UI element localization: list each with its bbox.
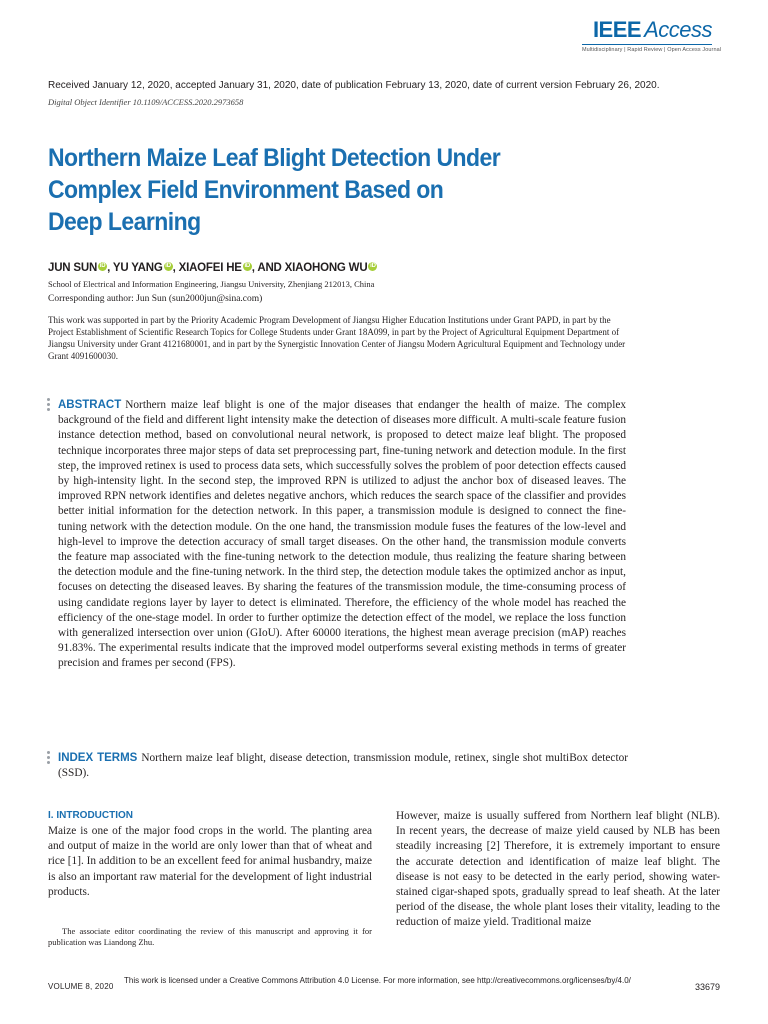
abstract-heading: ABSTRACT [58,399,122,411]
editor-footnote: The associate editor coordinating the review of this manuscript and approving it for publication was Liandong Zhu. [48,926,372,947]
title-line: Deep Learning [48,208,201,236]
section-heading: I. INTRODUCTION [48,810,133,821]
logo-tagline: Multidisciplinary | Rapid Review | Open Access Journal [582,47,722,53]
doi-line[interactable]: Digital Object Identifier 10.1109/ACCESS.2020.2973658 [48,97,244,107]
section-dots-icon [47,751,50,766]
orcid-icon[interactable]: iD [165,263,171,269]
section-dots-icon [47,398,50,413]
intro-left-column: Maize is one of the major food crops in the world. The planting area and output of maize in the world are only lower than that of wheat and rice [1]. In addition to be an excellent feed for animal husbandry, maize is also an important raw material for the development of light industrial products. [48,825,372,898]
title-line: Northern Maize Leaf Blight Detection Under [48,144,501,172]
author-name: , YU YANG [107,262,163,274]
corresponding-author: Corresponding author: Jun Sun (sun2000jun@sina.com) [48,294,263,304]
author-name: , AND XIAOHONG WU [251,262,368,274]
affiliation: School of Electrical and Information Engineering, Jiangsu University, Zhenjiang 212013, China [48,279,375,289]
paper-title [48,142,648,238]
received-dates: Received January 12, 2020, accepted January 31, 2020, date of publication February 13, 2020, date of current version February 26, 2020. [48,80,660,91]
abstract-text: Northern maize leaf blight is one of the major diseases that endanger the health of maize. The complex background of the field and different light intensity make the detection of diseases more difficult. A multi-scale feature fusion instance detection method, based on convolutional neural network, is proposed to detect maize leaf blight. The proposed technique incorporates three major steps of data set preprocessing part, fine-tuning network and detection module. In the first step, the improved retinex is used to process data sets, which successfully solves the problem of poor detection effects caused by high-intensity light. In the second step, the improved RPN is utilized to adjust the anchor box of diseased leaves. The improved RPN network identifies and deletes negative anchors, which reduces the search space of the classifier and provides better initial information for the detection network. In this paper, a transmission module is designed to connect the fine-tuning network with the detection module. On the one hand, the transmission module fuses the features of the low-level and high-level to improve the detection accuracy of small target diseases. On the other hand, the transmission module converts the feature map associated with the fine-tuning network to the detection module, thus realizing the feature sharing between the detection module and the fine-tuning network. In the third step, the detection module takes the optimized anchor as input, focuses on detecting the diseased leaves. By sharing the features of the transmission module, the time-consuming process of using candidate regions layer by layer to detect is eliminated. Therefore, the efficiency of the whole model has reached the efficiency of the one-stage model. In order to further optimize the detection effect of the model, we replace the loss function with generalized intersection over union (GIoU). After 60000 iterations, the highest mean average precision (mAP) reaches 91.83%. The experimental results indicate that the improved model outperforms several existing methods in terms of greater precision and frames per second (FPS). [58,399,626,670]
title-line: Complex Field Environment Based on [48,176,444,204]
logo-rule [582,44,712,45]
author-name: JUN SUN [48,262,98,274]
author-name: , XIAOFEI HE [172,262,242,274]
logo-wordmark: IEEE Access [592,17,712,42]
index-terms-text: Northern maize leaf blight, disease detection, transmission module, retinex, single shot multiBox detector (SSD). [58,752,628,780]
orcid-icon[interactable]: iD [370,263,376,269]
index-terms-heading: INDEX TERMS [58,752,138,764]
intro-right-column: However, maize is usually suffered from Northern leaf blight (NLB). In recent years, the decrease of maize yield caused by NLB has been steadily increasing [2] Therefore, it is extremely important to ensure the accurate detection and identification of maize leaf blight. The disease is not easy to be detected in the early period, showing water-stained cigar-shaped spots, gradually spread to leaf sheath. At the later period of the disease, the whole plant loses their vitality, leading to the reduction of maize yield. Traditional maize [396,810,720,929]
author-list [48,262,377,274]
journal-logo [582,17,722,53]
orcid-icon[interactable]: iD [99,263,106,269]
funding-statement: This work was supported in part by the Priority Academic Program Development of Jiangsu Higher Education Institutions under Grant PAPD, in part by the Project Establishment of Scientific Research Topics for College Students under Grant 18A099, in part by the Project of Agricultural Equipment Department of Jiangsu University under Grant 4121680001, and in part by the Synergistic Innovation Center of Jiangsu Modern Agricultural Equipment and Technology under Grant 4091600030. [48,315,626,361]
abstract [58,398,626,672]
orcid-icon[interactable]: iD [244,263,251,269]
page-number: 33679 [694,982,720,992]
index-terms [58,751,628,781]
volume-label: VOLUME 8, 2020 [48,982,114,991]
license-notice[interactable]: This work is licensed under a Creative Commons Attribution 4.0 License. For more information, see http://creativecommons.org/licenses/by/4.0/ [124,976,631,985]
